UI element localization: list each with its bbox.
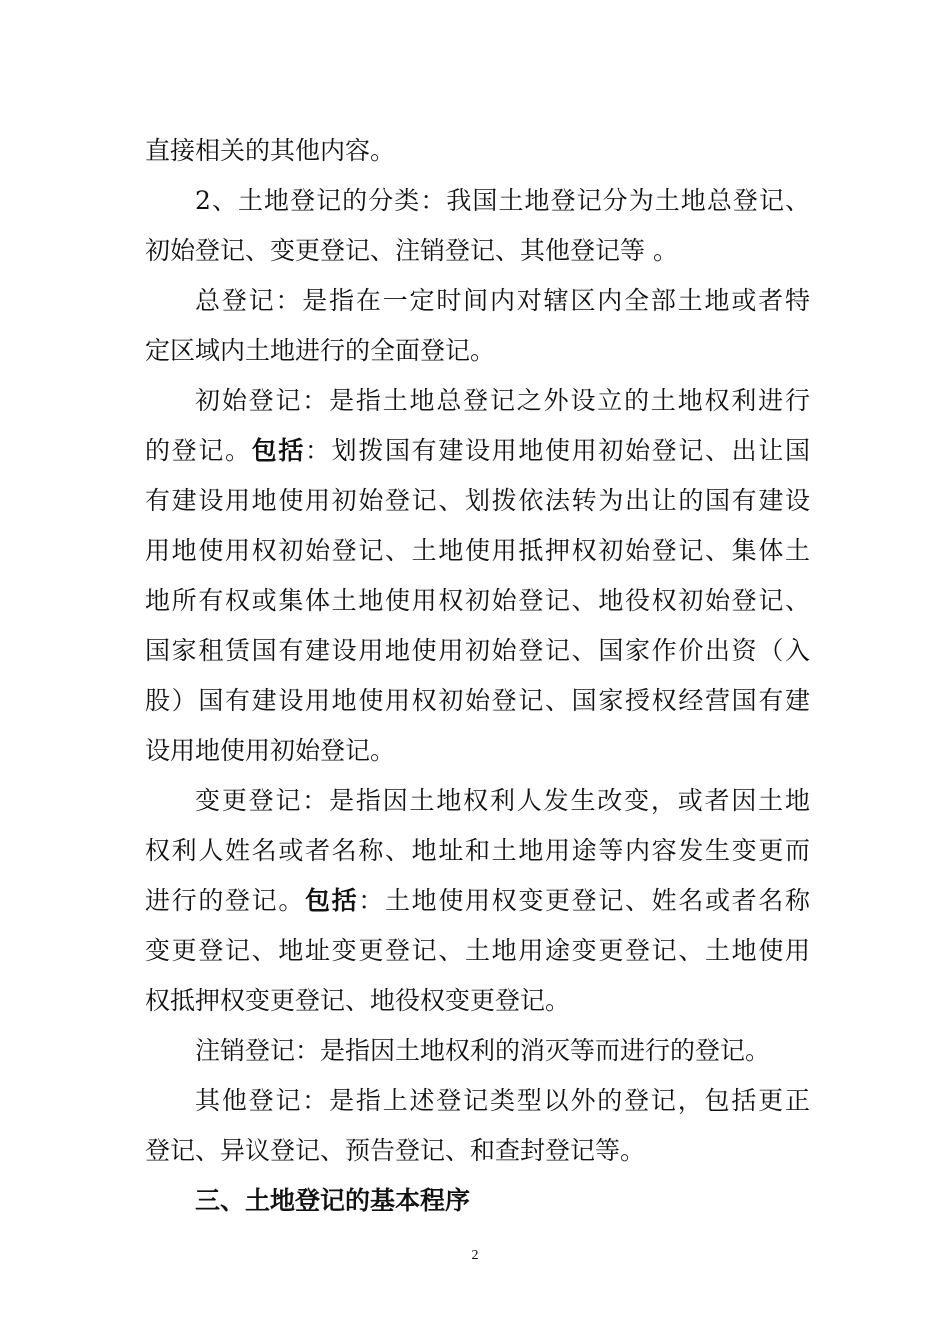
text-line: 国家租赁国有建设用地使用初始登记、国家作价出资（入 xyxy=(145,636,810,665)
text-line: 定区域内土地进行的全面登记。 xyxy=(145,336,496,365)
bold-keyword: 包括 xyxy=(251,436,306,465)
text-line: 用地使用权初始登记、土地使用抵押权初始登记、集体土 xyxy=(145,536,810,565)
text-segment: ：划拨国有建设用地使用初始登记、出让国 xyxy=(305,436,810,465)
text-line: 登记、异议登记、预告登记、和查封登记等。 xyxy=(145,1136,646,1165)
text-line: 有建设用地使用初始登记、划拨依法转为出让的国有建设 xyxy=(145,486,810,515)
text-line: 地所有权或集体土地使用权初始登记、地役权初始登记、 xyxy=(145,586,810,615)
document-body xyxy=(145,126,810,1226)
page-number: 2 xyxy=(471,1248,479,1263)
text-line: 设用地使用初始登记。 xyxy=(145,736,396,765)
text-line: 总登记：是指在一定时间内对辖区内全部土地或者特 xyxy=(195,286,810,315)
section-heading: 三、土地登记的基本程序 xyxy=(195,1186,471,1215)
text-line: 直接相关的其他内容。 xyxy=(145,136,396,165)
text-line: 权利人姓名或者名称、地址和土地用途等内容发生变更而 xyxy=(145,836,810,865)
text-line: 注销登记：是指因土地权利的消灭等而进行的登记。 xyxy=(195,1036,771,1065)
text-segment: 的登记。 xyxy=(145,436,252,465)
text-line: 变更登记、地址变更登记、土地用途变更登记、土地使用 xyxy=(145,936,810,965)
text-line: 变更登记：是指因土地权利人发生改变，或者因土地 xyxy=(195,786,810,815)
text-line xyxy=(145,426,810,476)
text-line: 权抵押权变更登记、地役权变更登记。 xyxy=(145,986,571,1015)
text-line: 初始登记、变更登记、注销登记、其他登记等 。 xyxy=(145,236,678,265)
text-line: 初始登记：是指土地总登记之外设立的土地权利进行 xyxy=(195,386,810,415)
text-segment: ：土地使用权变更登记、姓名或者名称 xyxy=(358,886,810,915)
text-line: 其他登记：是指上述登记类型以外的登记，包括更正 xyxy=(195,1086,810,1115)
text-line: 股）国有建设用地使用权初始登记、国家授权经营国有建 xyxy=(145,686,810,715)
text-segment: 进行的登记。 xyxy=(145,886,305,915)
bold-keyword: 包括 xyxy=(305,886,359,915)
text-line: 2、土地登记的分类：我国土地登记分为土地总登记、 xyxy=(195,186,810,215)
text-line xyxy=(145,876,810,926)
